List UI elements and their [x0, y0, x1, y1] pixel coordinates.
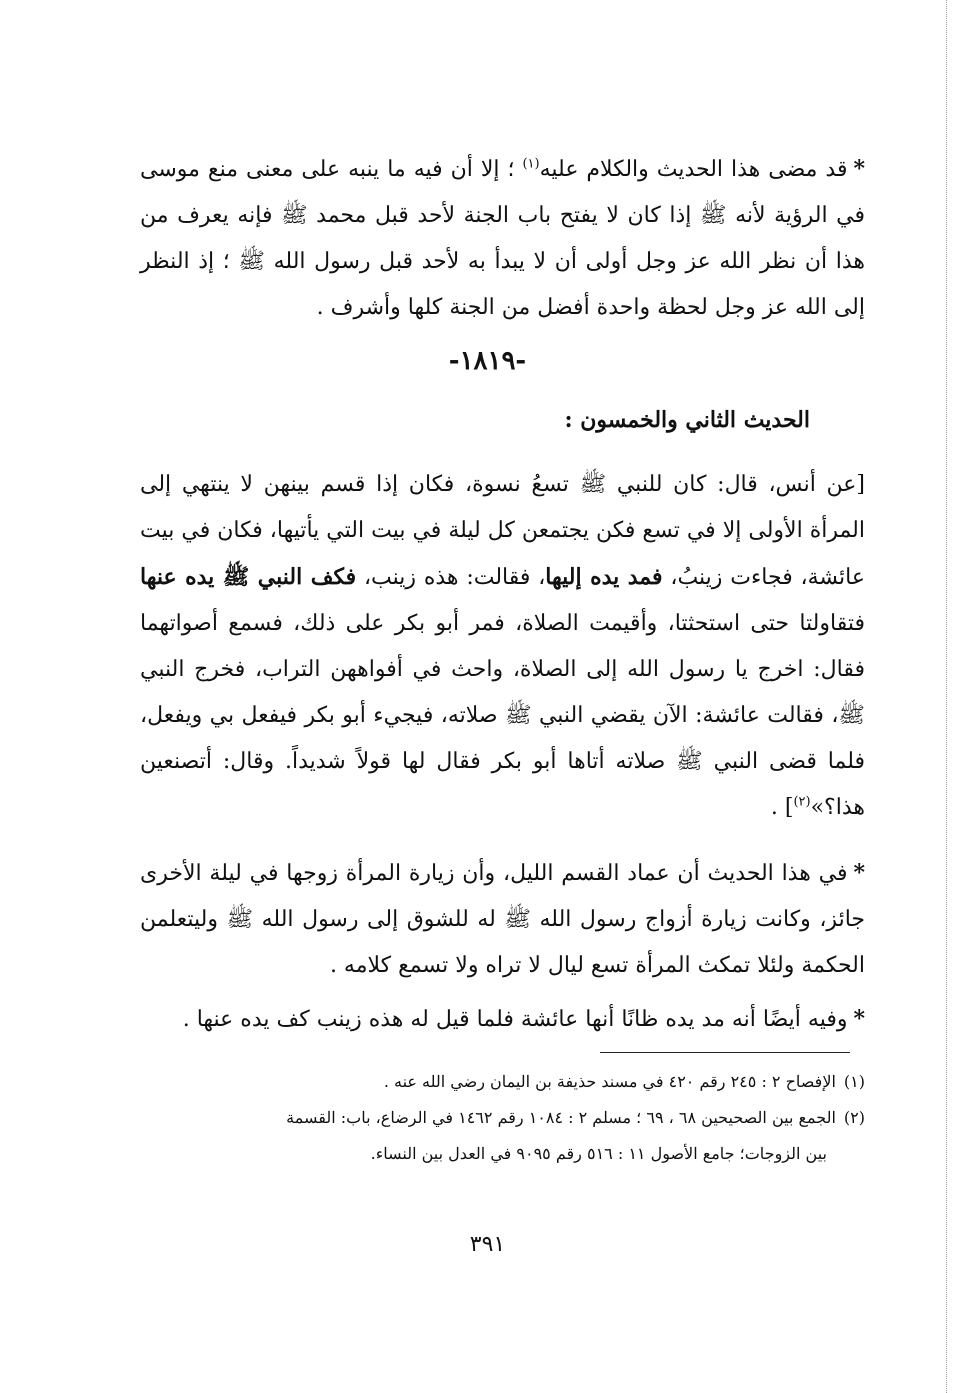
hadith-bold-phrase-2: فكف النبي ﷺ يده عنها: [140, 564, 357, 590]
footnote-ref-1: (١): [522, 156, 540, 172]
hadith-text-part-1: [عن أنس، قال: كان للنبي ﷺ تسعُ نسوة، فكان إذا قسم بينهن لا ينتهي إلى المرأة الأولى إلا في تسع فكن يجتمعن كل ليلة في بيت التي يأتيها، فكان في بيت عائشة، فجاءت زينبُ،: [140, 472, 866, 590]
commentary-paragraph-2: [140, 850, 865, 989]
paragraph-text: في هذا الحديث أن عماد القسم الليل، وأن زيارة المرأة زوجها في ليلة الأخرى جائز، وكانت زيارة أزواج رسول الله ﷺ له للشوق إلى رسول الله ﷺ وليتعلمن الحكمة ولئلا تمكث المرأة تسع ليال لا تراه ولا تسمع كلامه .: [140, 861, 865, 978]
footnote-separator: [600, 1052, 850, 1053]
commentary-paragraph-3: [140, 996, 865, 1043]
section-heading: الحديث الثاني والخمسون :: [564, 407, 810, 433]
paragraph-text-a: قد مضى هذا الحديث والكلام عليه: [539, 157, 848, 182]
star-marker: *: [853, 1006, 865, 1032]
paragraph-text: [140, 850, 865, 989]
hadith-bold-phrase-1: فمد يده إليها: [545, 564, 663, 590]
footnote-text: الإفصاح ٢ : ٢٤٥ رقم ٤٢٠ في مسند حذيفة بن اليمان رضي الله عنه .: [383, 1072, 836, 1091]
footnote-2: [140, 1100, 865, 1136]
hadith-text-part-2: ، فقالت: هذه زينب،: [356, 565, 546, 590]
footnote-number: (١): [843, 1072, 865, 1091]
page-number: ٣٩١: [469, 1232, 506, 1257]
hadith-text-part-3: فتقاولتا حتى استحثتا، وأقيمت الصلاة، فمر أبو بكر على ذلك، فسمع أصواتهما فقال: اخرج يا رسول الله إلى الصلاة، واحث في أفواههن التراب، فخرج النبي ﷺ، فقالت عائشة: الآن يقضي النبي ﷺ صلاته، فيجيء أبو بكر فيفعل بي ويفعل، فلما قضى النبي ﷺ صلاته أتاها أبو بكر فقال لها قولاً شديداً. وقال: أتصنعين هذا؟»: [140, 611, 865, 820]
footnote-1: [140, 1064, 865, 1100]
paragraph-text: وفيه أيضًا أنه مد يده ظانًا أنها عائشة فلما قيل له هذه زينب كف يده عنها .: [182, 1007, 848, 1032]
page-edge-dotted-line: [946, 0, 947, 1393]
footnote-number: (٢): [843, 1108, 865, 1127]
footnote-ref-2: (٢): [793, 794, 811, 810]
commentary-paragraph-1: [140, 146, 865, 331]
hadith-text-paragraph: [140, 462, 865, 831]
hadith-number: -١٨١٩-: [448, 346, 527, 376]
star-marker: *: [853, 860, 865, 886]
hadith-text-part-4: ] .: [770, 795, 794, 820]
star-marker: *: [853, 156, 865, 182]
footnote-text: الجمع بين الصحيحين ٦٨ ، ٦٩ ؛ مسلم ٢ : ١٠٨٤ رقم ١٤٦٢ في الرضاع، باب: القسمة: [286, 1108, 836, 1127]
footnotes: [140, 1064, 865, 1172]
footnote-2-continuation: بين الزوجات؛ جامع الأصول ١١ : ٥١٦ رقم ٩٠٩٥ في العدل بين النساء.: [370, 1144, 827, 1163]
hadith-text: [140, 462, 865, 831]
paragraph-text-b: ؛ إلا أن فيه ما ينبه على معنى منع موسى في الرؤية لأنه ﷺ إذا كان لا يفتح باب الجنة لأحد قبل محمد ﷺ فإنه يعرف من هذا أن نظر الله عز وجل أولى أن لا يبدأ به لأحد قبل رسول الله ﷺ ؛ إذ النظر إلى الله عز وجل لحظة واحدة أفضل من الجنة كلها وأشرف .: [140, 157, 865, 320]
paragraph-text: [140, 996, 865, 1043]
paragraph-text: [140, 146, 865, 331]
